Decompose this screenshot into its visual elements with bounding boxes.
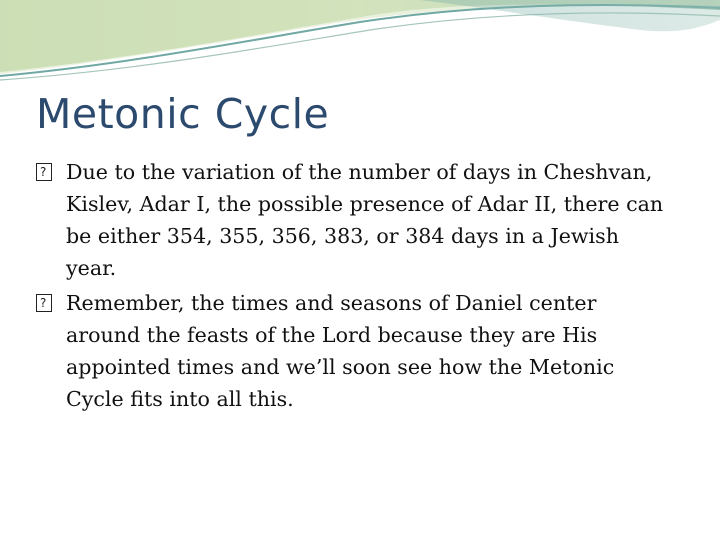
bullet-list [34,156,674,418]
bullet-text: Due to the variation of the number of days in Cheshvan, Kislev, Adar I, the possible presence of Adar II, there can be either 354, 355, 356, 383, or 384 days in a Jewish year. [66,160,664,280]
list-item [34,287,674,415]
box-glyph-icon [36,163,52,181]
decorative-wave-header [0,0,720,90]
slide-title: Metonic Cycle [36,90,330,138]
list-item [34,156,674,284]
box-glyph-icon [36,294,52,312]
bullet-text: Remember, the times and seasons of Daniel center around the feasts of the Lord because they are His appointed times and we’ll soon see how the Metonic Cycle fits into all this. [66,291,615,411]
